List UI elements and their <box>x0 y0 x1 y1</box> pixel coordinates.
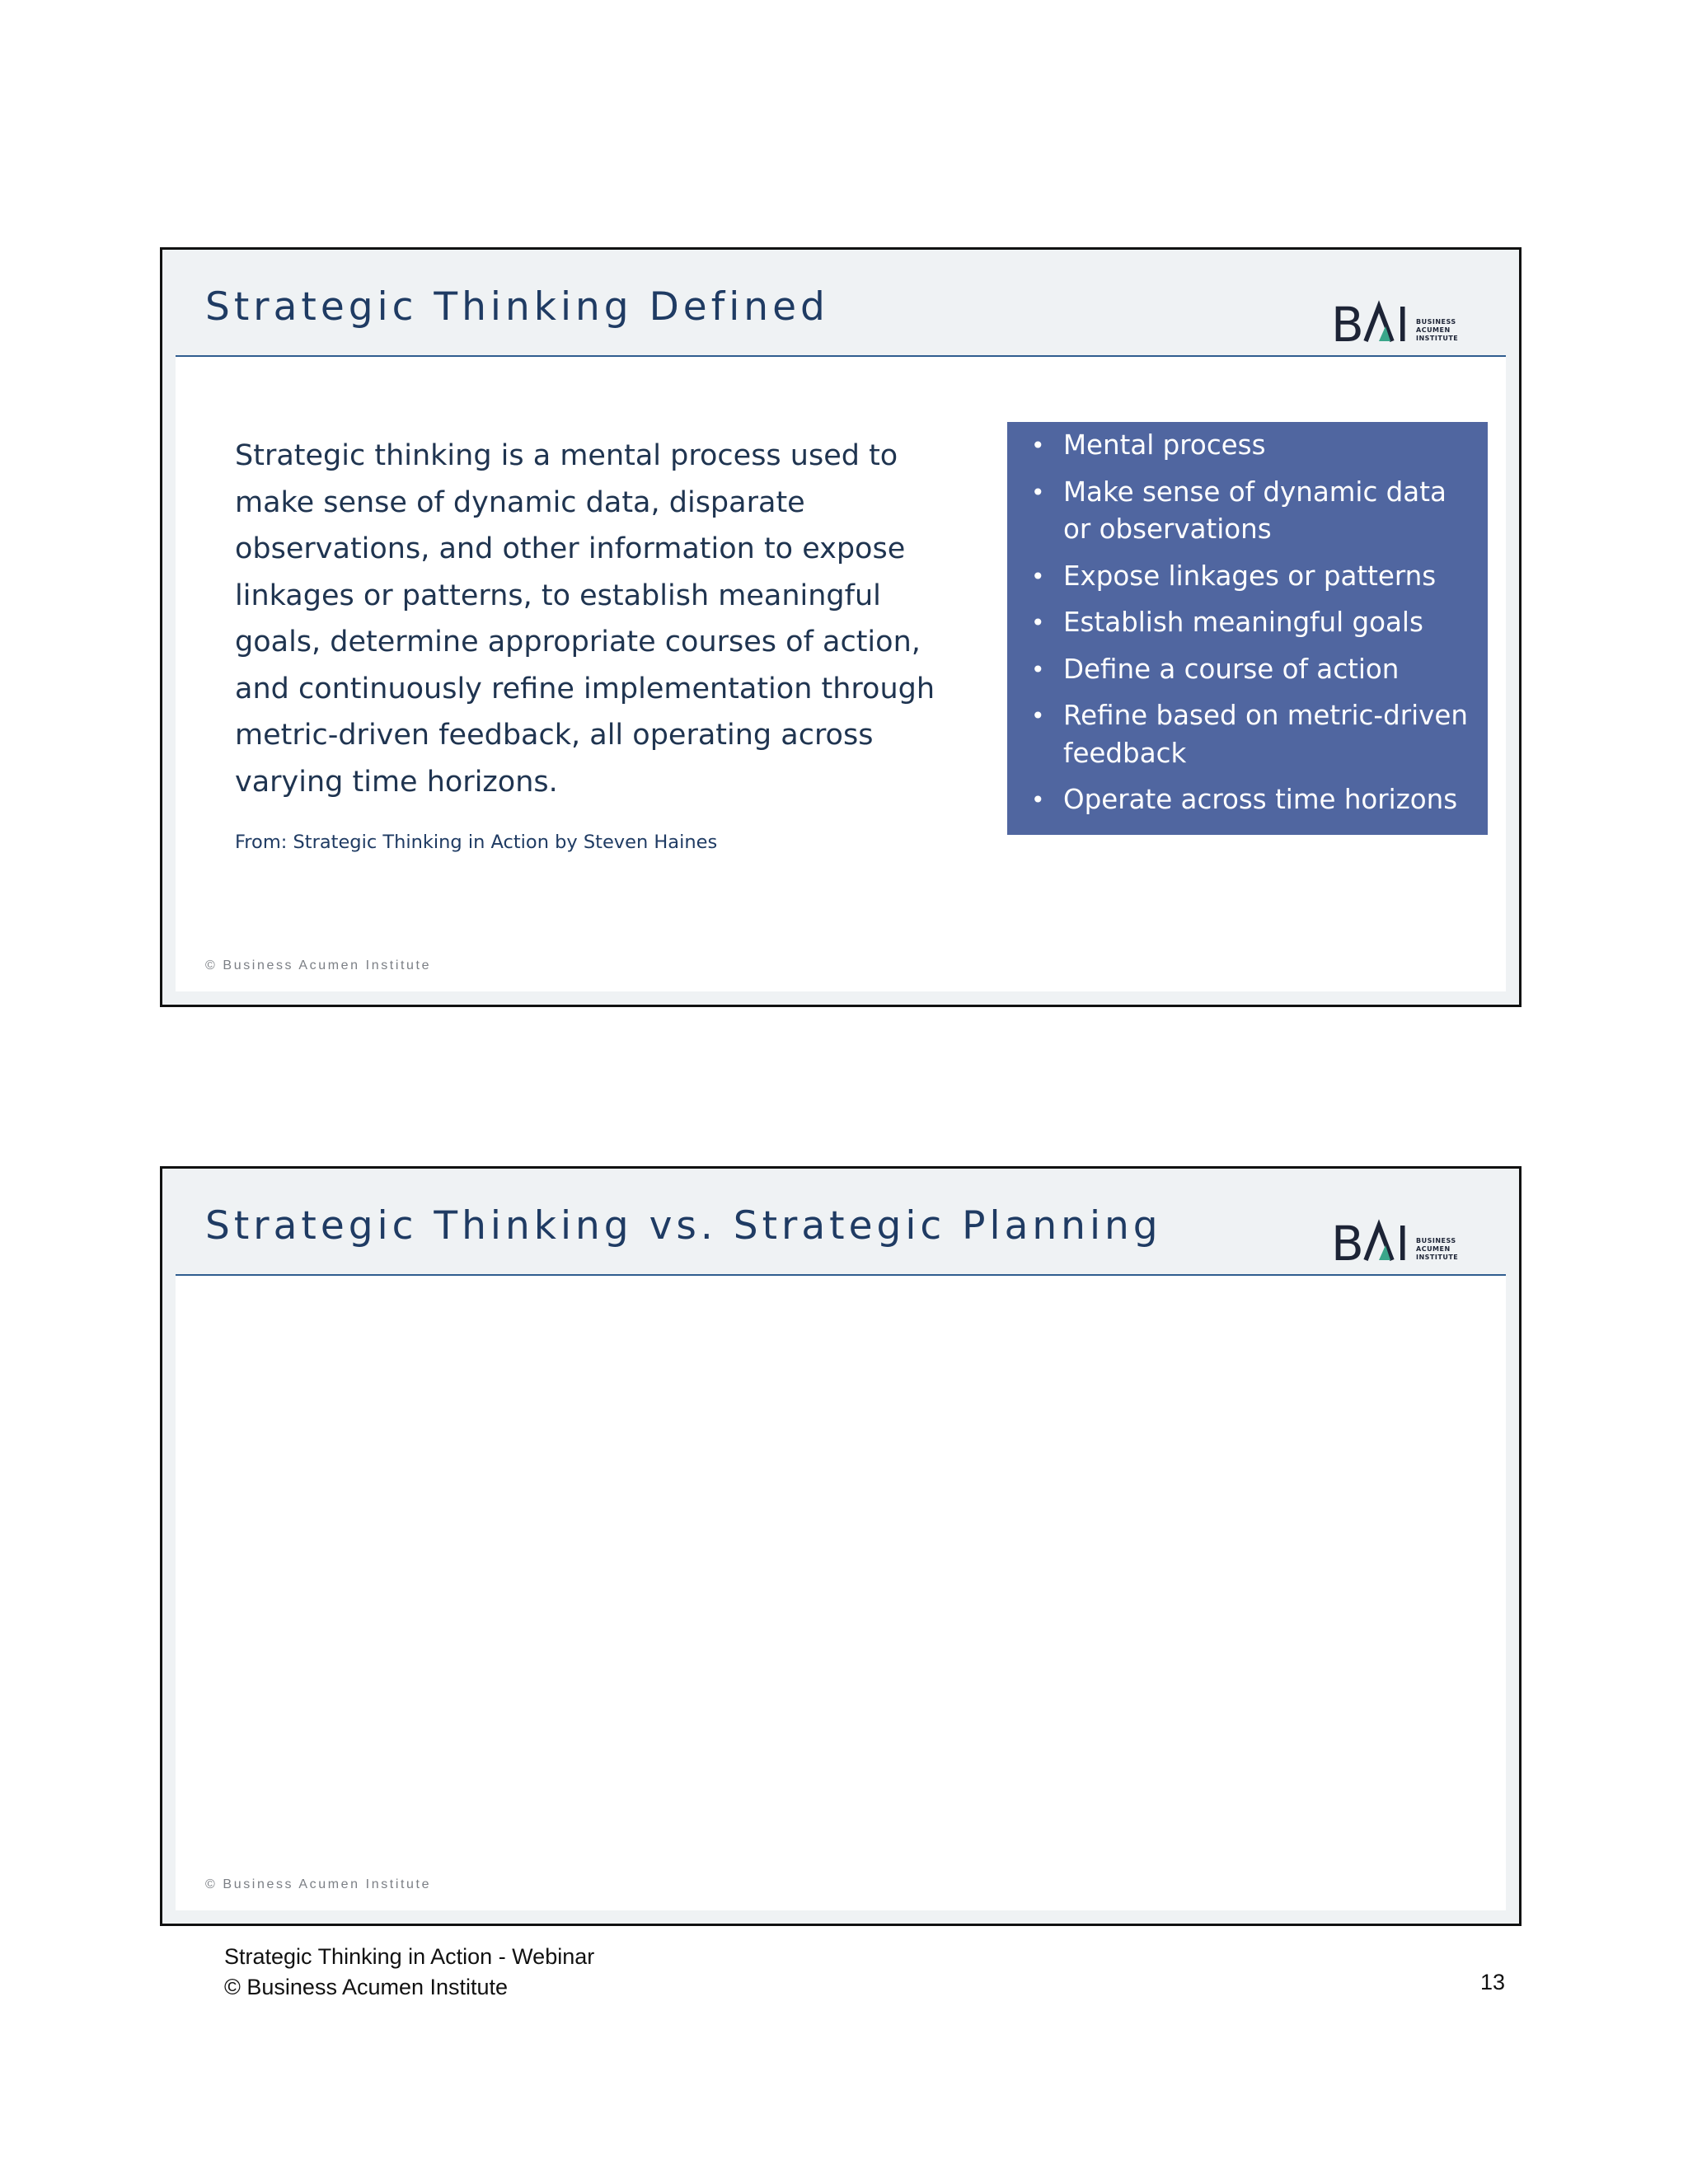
bullet-icon: • <box>1031 702 1045 729</box>
key-points-list <box>1007 427 1471 819</box>
slide-copyright: © Business Acumen Institute <box>205 1877 432 1891</box>
footer-copyright: © Business Acumen Institute <box>224 1975 509 1999</box>
slide-header <box>176 1182 1506 1276</box>
svg-text:B: B <box>1331 1218 1364 1264</box>
key-points-box <box>1007 422 1488 835</box>
svg-text:BUSINESS: BUSINESS <box>1416 318 1456 326</box>
svg-text:ACUMEN: ACUMEN <box>1416 326 1451 334</box>
bullet-icon: • <box>1031 786 1045 813</box>
svg-text:B: B <box>1331 299 1364 345</box>
bai-logo <box>1331 1218 1481 1264</box>
slide-strategic-thinking-defined <box>160 247 1522 1007</box>
bullet-icon: • <box>1031 432 1045 459</box>
list-item: • Refine based on metric-driven feedback <box>1007 697 1471 772</box>
page-number: 13 <box>1479 1970 1505 1994</box>
slide-header <box>176 263 1506 357</box>
slide-title: Strategic Thinking Defined <box>205 284 829 330</box>
slide-body <box>176 1182 1506 1910</box>
list-item: • Establish meaningful goals <box>1007 604 1471 642</box>
slide-body <box>176 263 1506 991</box>
bullet-icon: • <box>1031 609 1045 636</box>
source-citation: From: Strategic Thinking in Action by Steven Haines <box>235 832 718 853</box>
page-footer <box>224 1942 594 2003</box>
bullet-icon: • <box>1031 478 1045 506</box>
definition-text: Strategic thinking is a mental process used to make sense of dynamic data, disparate observations, and other information to expose linkages or patterns, to establish meaningful goals, determine appropriate courses of action, and continuously refine implementation through metric-driven feedback, all operating across varying time horizons. <box>235 439 935 799</box>
bullet-icon: • <box>1031 562 1045 590</box>
list-item: • Mental process <box>1007 427 1471 465</box>
bai-logo <box>1331 299 1481 345</box>
slide-thinking-vs-planning <box>160 1166 1522 1926</box>
bullet-icon: • <box>1031 655 1045 683</box>
footer-webinar-title: Strategic Thinking in Action - Webinar <box>224 1944 595 1969</box>
list-item: • Define a course of action <box>1007 651 1471 689</box>
list-item: • Expose linkages or patterns <box>1007 558 1471 596</box>
slide-title: Strategic Thinking vs. Strategic Planning <box>205 1203 1162 1249</box>
list-item: • Make sense of dynamic data or observations <box>1007 474 1471 549</box>
svg-text:INSTITUTE: INSTITUTE <box>1416 335 1459 342</box>
svg-text:INSTITUTE: INSTITUTE <box>1416 1254 1459 1261</box>
svg-text:BUSINESS: BUSINESS <box>1416 1237 1456 1244</box>
svg-text:ACUMEN: ACUMEN <box>1416 1245 1451 1253</box>
slide-copyright: © Business Acumen Institute <box>205 958 432 972</box>
list-item: • Operate across time horizons <box>1007 781 1471 819</box>
